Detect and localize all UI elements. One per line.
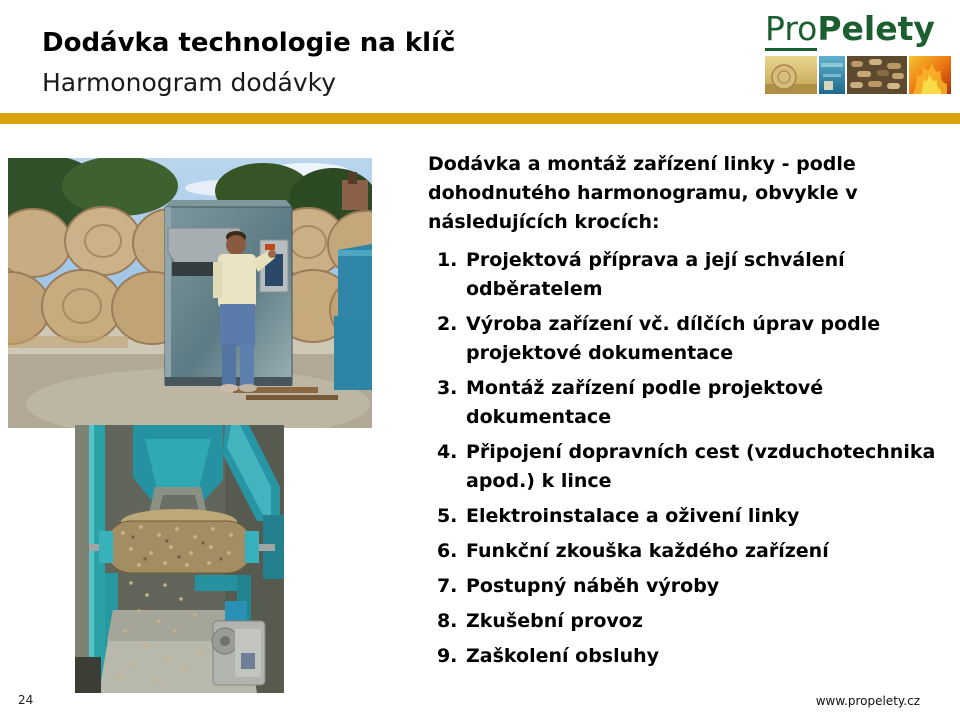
logo-text-pro: Pro	[765, 9, 817, 51]
propelety-logo-text	[765, 8, 947, 51]
step-item-1: 1. Projektová příprava a její schválení odběratelem	[464, 246, 947, 304]
straw-bale-photo-icon	[765, 56, 817, 94]
step-item-9: 9. Zaškolení obsluhy	[464, 642, 947, 671]
step-item-2: 2. Výroba zařízení vč. dílčích úprav podle projektové dokumentace	[464, 310, 947, 368]
slide-subtitle: Harmonogram dodávky	[42, 68, 337, 97]
step-item-7: 7. Postupný náběh výroby	[464, 572, 947, 601]
website-link[interactable]: www.propelety.cz	[815, 694, 920, 708]
logo-text-pelety: Pelety	[817, 9, 935, 48]
pellet-mill-photo	[75, 425, 284, 693]
propelety-logo	[765, 8, 947, 94]
gold-divider-bar	[0, 113, 960, 124]
machine-installation-photo	[8, 158, 372, 428]
slide-title: Dodávka technologie na klíč	[42, 28, 456, 58]
slide-body-content	[428, 150, 947, 677]
blue-machine-photo-icon	[819, 56, 845, 94]
delivery-steps-list	[428, 246, 947, 671]
intro-paragraph: Dodávka a montáž zařízení linky - podle dohodnutého harmonogramu, obvykle v následujících krocích:	[428, 153, 858, 233]
step-item-8: 8. Zkušební provoz	[464, 607, 947, 636]
step-item-6: 6. Funkční zkouška každého zařízení	[464, 537, 947, 566]
pellets-photo-icon	[847, 56, 907, 94]
step-item-5: 5. Elektroinstalace a oživení linky	[464, 502, 947, 531]
step-item-3: 3. Montáž zařízení podle projektové dokumentace	[464, 374, 947, 432]
logo-photo-strip	[765, 56, 947, 94]
step-item-4: 4. Připojení dopravních cest (vzduchotechnika apod.) k lince	[464, 438, 947, 496]
page-number: 24	[18, 693, 34, 707]
fire-photo-icon	[909, 56, 951, 94]
